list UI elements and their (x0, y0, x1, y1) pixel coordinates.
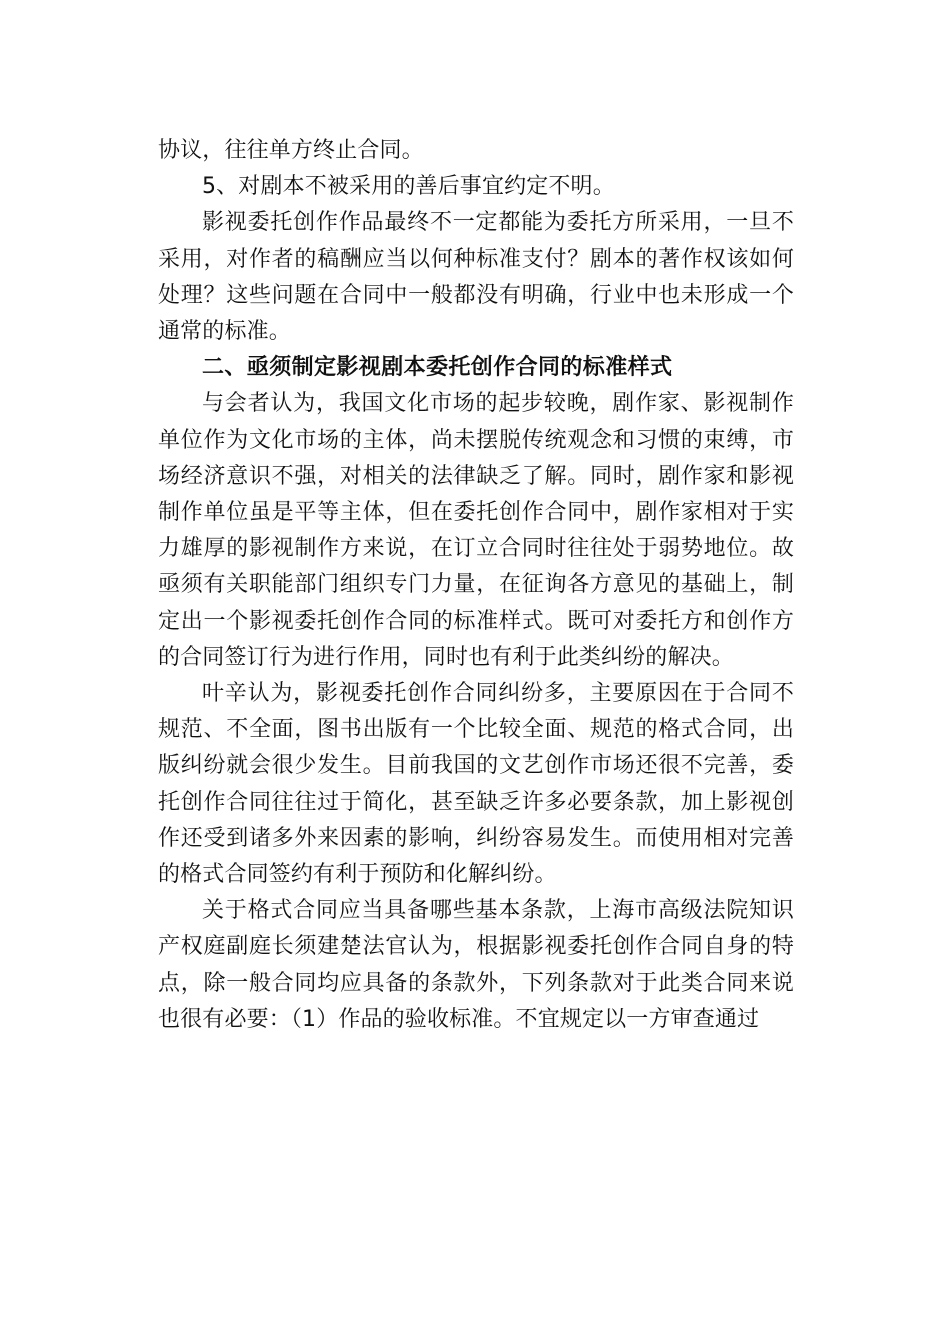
paragraph-continuation: 协议，往往单方终止合同。 (158, 138, 424, 163)
paragraph-item-5: 5、对剧本不被采用的善后事宜约定不明。 (202, 174, 615, 200)
paragraph-standard-clauses: 关于格式合同应当具备哪些基本条款，上海市高级法院知识产权庭副庭长须建楚法官认为，根据影视委托创作合同自身的特点，除一般合同均应具备的条款外，下列条款对于此类合同来说也很有必要：（1）作品的验收标准。不宜规定以一方审查通过 (158, 898, 794, 1032)
document-page (158, 133, 794, 1038)
section-heading: 二、亟须制定影视剧本委托创作合同的标准样式 (202, 355, 673, 381)
paragraph-attendees-opinion: 与会者认为，我国文化市场的起步较晚，剧作家、影视制作单位作为文化市场的主体，尚未摆脱传统观念和习惯的束缚，市场经济意识不强，对相关的法律缺乏了解。同时，剧作家和影视制作单位虽是平等主体，但在委托创作合同中，剧作家相对于实力雄厚的影视制作方来说，在订立合同时往往处于弱势地位。故亟须有关职能部门组织专门力量，在征询各方意见的基础上，制定出一个影视委托创作合同的标准样式。既可对委托方和创作方的合同签订行为进行作用，同时也有利于此类纠纷的解决。 (158, 391, 794, 670)
paragraph-yexin-opinion: 叶辛认为，影视委托创作合同纠纷多，主要原因在于合同不规范、不全面，图书出版有一个比较全面、规范的格式合同，出版纠纷就会很少发生。目前我国的文艺创作市场还很不完善，委托创作合同往往过于简化，甚至缺乏许多必要条款，加上影视创作还受到诸多外来因素的影响，纠纷容易发生。而使用相对完善的格式合同签约有利于预防和化解纠纷。 (158, 681, 794, 888)
paragraph-unused-script: 影视委托创作作品最终不一定都能为委托方所采用，一旦不采用，对作者的稿酬应当以何种标准支付？剧本的著作权该如何处理？这些问题在合同中一般都没有明确，行业中也未形成一个通常的标准。 (158, 210, 794, 345)
